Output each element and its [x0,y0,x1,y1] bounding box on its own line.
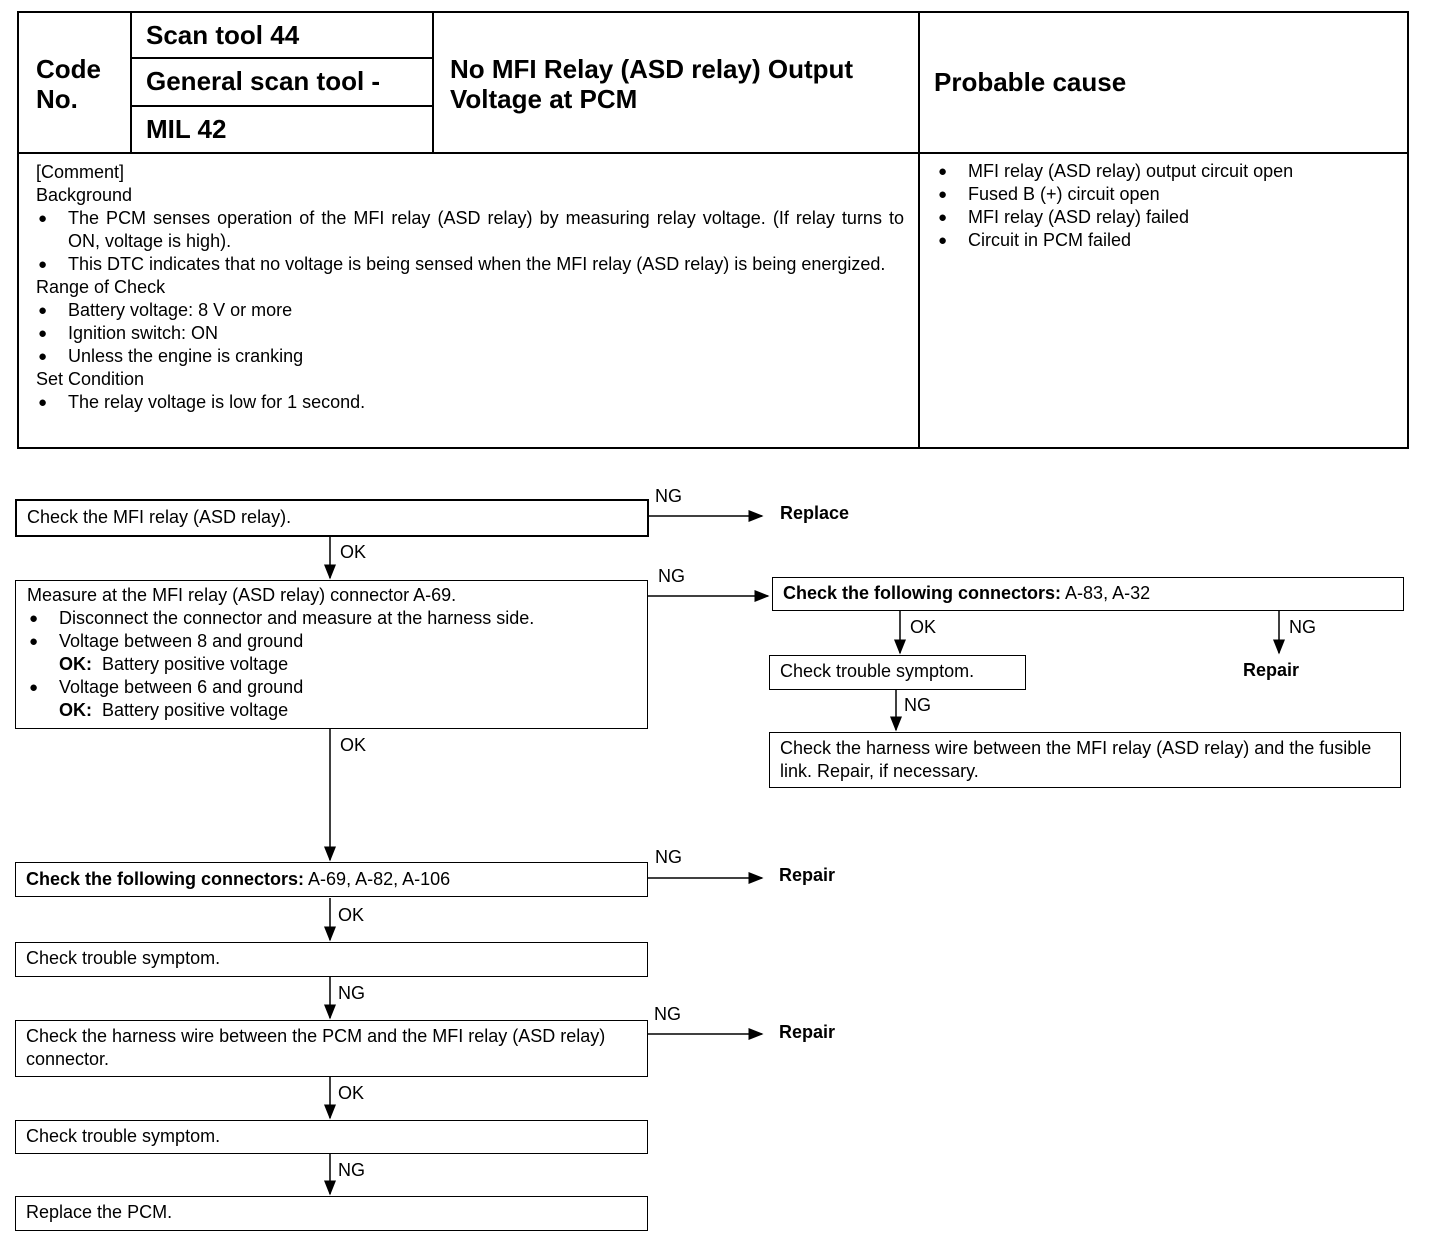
list-item: ● Battery voltage: 8 V or more [36,299,904,322]
step-text: Check the harness wire between the MFI relay (ASD relay) and the fusible link. Repair, if necessary. [780,738,1372,781]
check-trouble-symptom-step [15,942,648,977]
ok-criterion-label: OK: [59,700,92,720]
ok-label: OK [910,617,937,637]
repair-action: Repair [779,1022,836,1042]
list-item: ● Ignition switch: ON [36,322,904,345]
step-text: Check trouble symptom. [780,661,975,681]
scan-tool-code: Scan tool 44 [146,20,300,50]
comment-label: [Comment] [36,162,125,182]
general-scan-tool-code: General scan tool - [146,66,381,96]
replace-pcm-step [15,1196,648,1231]
replace-action: Replace [780,503,850,523]
ok-label: OK [338,905,365,925]
step-text: Check the MFI relay (ASD relay). [27,507,292,527]
ng-label: NG [658,566,685,586]
measure-connector-step [15,580,648,729]
ng-label: NG [655,847,682,867]
expected-value [27,653,636,676]
list-item: ● Circuit in PCM failed [936,229,1396,252]
code-no-label: Code No. [36,54,101,114]
step-text: Replace the PCM. [26,1202,173,1222]
range-of-check-label: Range of Check [36,277,166,297]
check-harness-pcm-step [15,1020,648,1077]
list-item: ● Fused B (+) circuit open [936,183,1396,206]
list-item: ● Disconnect the connector and measure at the harness side. [27,607,636,630]
list-item: ● Voltage between 8 and ground [27,630,636,653]
mil-code: MIL 42 [146,114,227,144]
dtc-title: No MFI Relay (ASD relay) Output Voltage at PCM [450,54,854,114]
expected-value [27,699,636,722]
list-item: ● Unless the engine is cranking [36,345,904,368]
ok-criterion-label: OK: [59,654,92,674]
list-item: ● The relay voltage is low for 1 second. [36,391,904,414]
list-item: ● MFI relay (ASD relay) failed [936,206,1396,229]
repair-action: Repair [1243,660,1300,680]
ng-label: NG [904,695,931,715]
probable-cause-heading: Probable cause [934,67,1127,97]
check-trouble-symptom-step [769,655,1026,690]
set-condition-label: Set Condition [36,369,145,389]
list-item: ● MFI relay (ASD relay) output circuit open [936,160,1396,183]
check-trouble-symptom-step [15,1120,648,1154]
ok-label: OK [340,542,367,562]
ok-criterion-value: Battery positive voltage [102,654,289,674]
step-text: A-69, A-82, A-106 [308,869,451,889]
list-item: ● Voltage between 6 and ground [27,676,636,699]
step-text-bold: Check the following connectors: [26,869,305,889]
step-text: Check trouble symptom. [26,948,221,968]
measurement-list [27,607,636,653]
ng-label: NG [655,486,682,506]
step-text: Check the harness wire between the PCM and the MFI relay (ASD relay) connector. [26,1026,606,1069]
ok-criterion-value: Battery positive voltage [102,700,289,720]
step-text: Check trouble symptom. [26,1126,221,1146]
ok-label: OK [338,1083,365,1103]
ng-label: NG [654,1004,681,1024]
step-text: A-83, A-32 [1065,583,1151,603]
measurement-list [27,676,636,699]
ng-label: NG [1289,617,1316,637]
step-text-bold: Check the following connectors: [783,583,1062,603]
check-mfi-relay-step [15,499,649,537]
list-item: ● This DTC indicates that no voltage is being sensed when the MFI relay (ASD relay) is being energized. [36,253,904,276]
background-label: Background [36,185,133,205]
ok-label: OK [340,735,367,755]
check-connectors-a83-step [772,577,1404,611]
ng-label: NG [338,1160,365,1180]
ng-label: NG [338,983,365,1003]
repair-action: Repair [779,865,836,885]
check-harness-fusible-link-step [769,732,1401,788]
list-item: ● The PCM senses operation of the MFI relay (ASD relay) by measuring relay voltage. (If relay turns to ON, voltage is high). [36,207,904,253]
check-connectors-a69-step [15,862,648,897]
step-text: Measure at the MFI relay (ASD relay) connector A-69. [27,585,457,605]
